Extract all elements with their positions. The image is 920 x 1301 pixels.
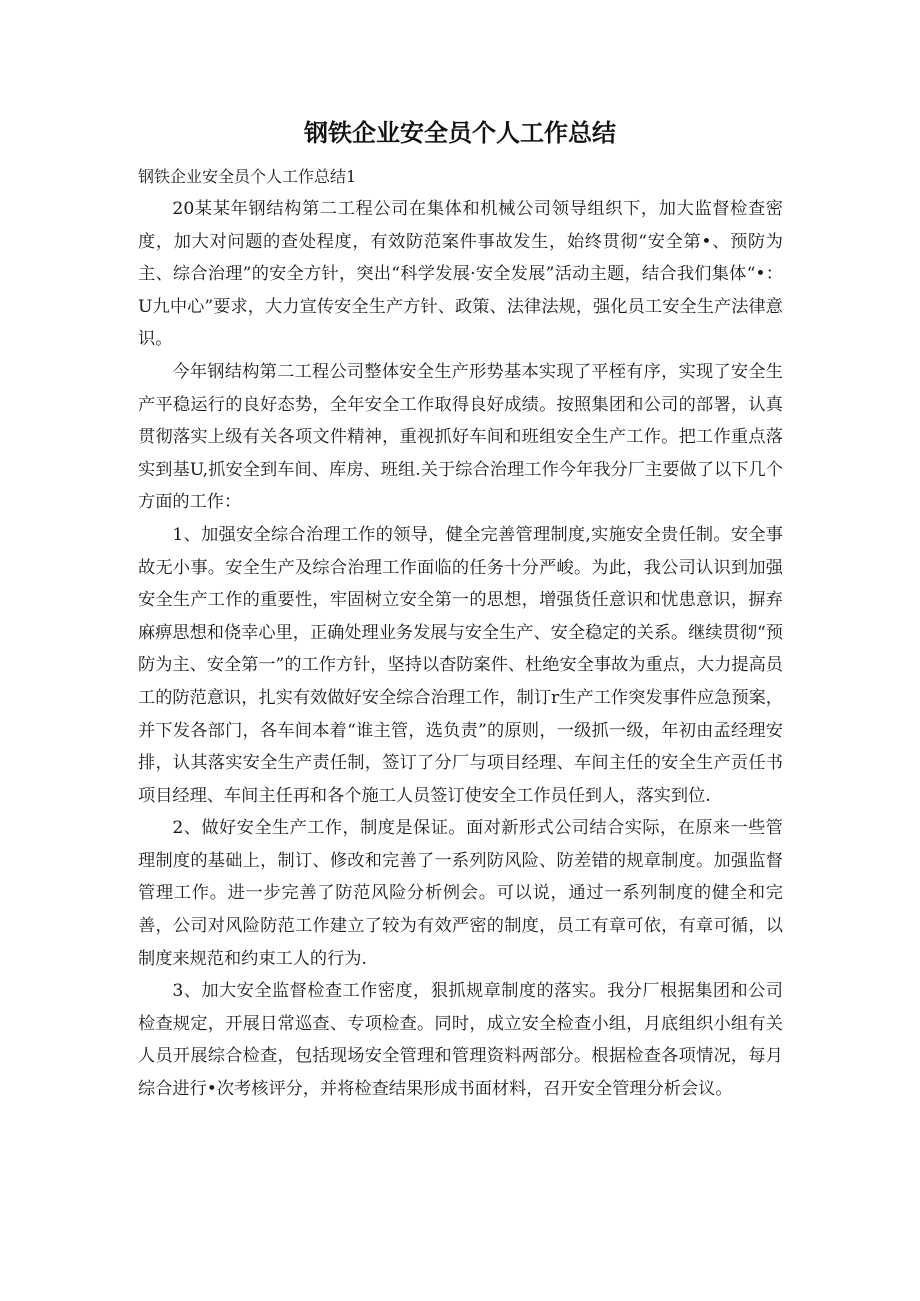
- paragraph-item-3: 3、加大安全监督检查工作密度，狠抓规章制度的落实。我分厂根据集团和公司检查规定，开展日常巡查、专项检查。同时，成立安全检查小组，月底组织小组有关人员开展综合检查，包括现场安全管理和管理资料两部分。根据检查各项情况，每月综合进行•次考核评分，并将检查结果形成书面材料，召开安全管理分析会议。: [138, 981, 783, 1100]
- paragraph-intro: 20某某年钢结构第二工程公司在集体和机械公司领导组织下，加大监督检查密度，加大对问题的查处程度，有效防范案件事故发生，始终贯彻“安全第•、预防为主、综合治理”的安全方针，突出“科学发展·安全发展”活动主题，结合我们集体“•：U九中心”要求，大力宣传安全生产方针、政策、法律法规，强化员工安全生产法律意识。: [138, 199, 783, 350]
- document-subtitle: 钢铁企业安全员个人工作总结1: [138, 167, 357, 186]
- document-body: [138, 160, 783, 1106]
- document-title: 钢铁企业安全员个人工作总结: [304, 119, 616, 147]
- paragraph-item-1: 1、加强安全综合治理工作的领导，健全完善管理制度,实施安全贵任制。安全事故无小事。安全生产及综合治理工作面临的任务十分严峻。为此，我公司认识到加强安全生产工作的重要性，牢固树立安全第一的思想，增强货任意识和忧患意识，摒弃麻痹思想和侥幸心里，正确处理业务发展与安全生产、安全稳定的关系。继续贯彻“预防为主、安全第一”的工作方针，坚持以杳防案件、杜绝安全事故为重点，大力提高员工的防范意识，扎实有效做好安全综合治理工作，制订r生产工作突发事件应急预案，并下发各部门，各车间本着“谁主管，选负责”的原则，一级抓一级，年初由孟经理安排，认其落实安全生产责任制，签订了分厂与项目经理、车间主任的安全生产贡任书项目经理、车间主任再和各个施工人员签订使安全工作员任到人，落实到位.: [138, 524, 783, 806]
- paragraph-item-2: 2、做好安全生产工作，制度是保证。面对新形式公司结合实际，在原来一些管理制度的基础上，制订、修改和完善了一系列防风险、防差错的规章制度。加强监督管理工作。进一步完善了防范风险分析例会。可以说，通过一系列制度的健全和完善，公司对风险防范工作建立了较为有效严密的制度，员工有章可依，有章可循，以制度来规范和约束工人的行为.: [138, 818, 783, 969]
- paragraph-overview: 今年钢结构第二工程公司整体安全生产形势基本实现了平桎有序，实现了安全生产平稳运行的良好态势，全年安全工作取得良好成绩。按照集团和公司的部署，认真贯彻落实上级有关各项文件精神，重视抓好车间和班组安全生产工作。把工作重点落实到基U,抓安全到车间、库房、班组.关于综合治理工作今年我分厂主要做了以下几个方面的工作：: [138, 361, 783, 513]
